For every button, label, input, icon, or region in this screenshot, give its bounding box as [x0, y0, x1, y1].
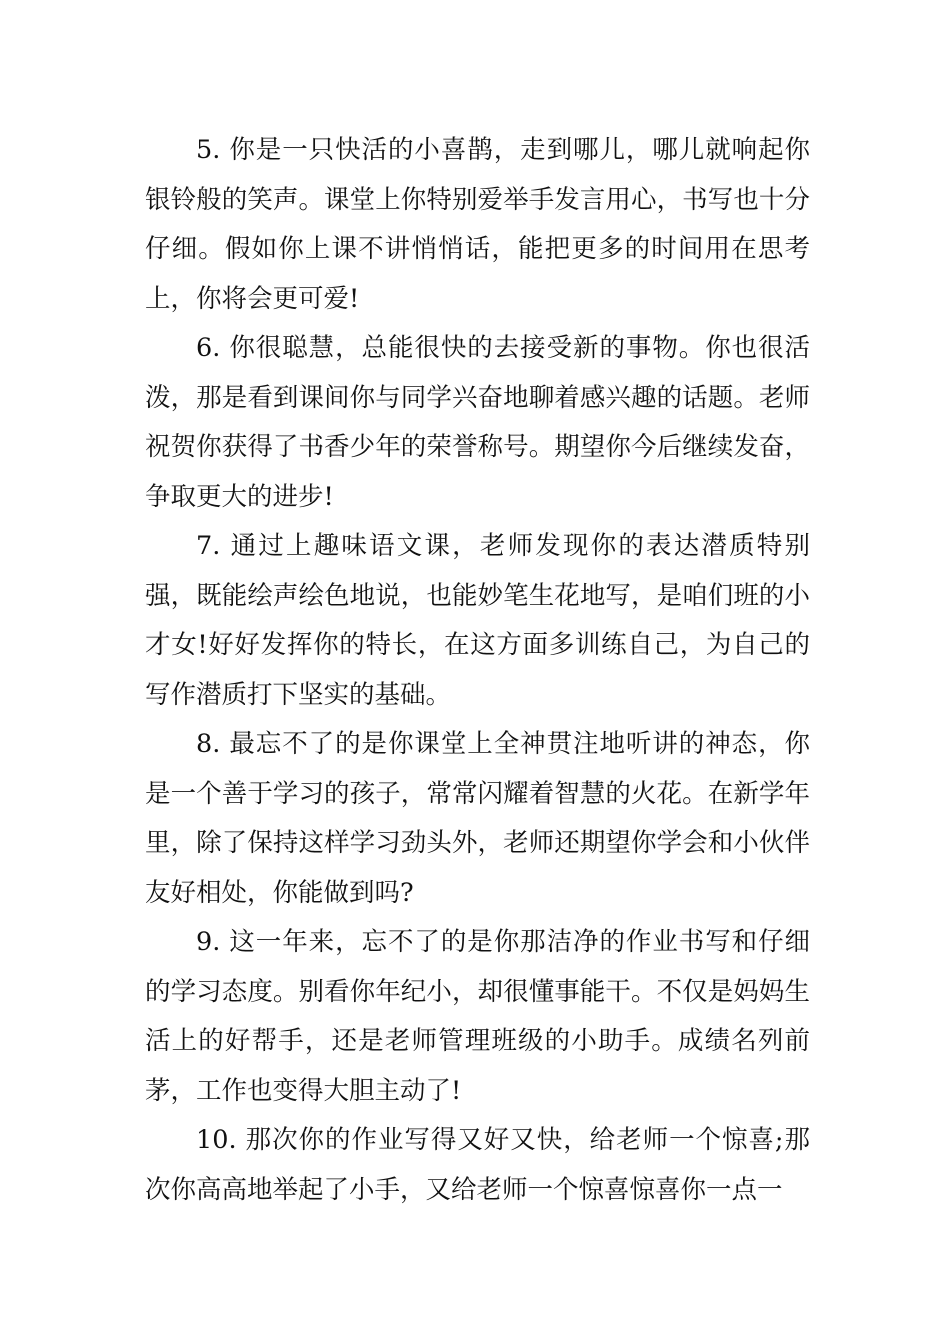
comment-paragraph-6: 6. 你很聪慧，总能很快的去接受新的事物。你也很活泼，那是看到课间你与同学兴奋地聊着感兴趣的话题。老师祝贺你获得了书香少年的荣誉称号。期望你今后继续发奋，争取更大的进步! [145, 333, 810, 512]
document-page [145, 126, 810, 1215]
comment-paragraph-7: 7. 通过上趣味语文课，老师发现你的表达潜质特别强，既能绘声绘色地说，也能妙笔生花地写，是咱们班的小才女!好好发挥你的特长，在这方面多训练自己，为自己的写作潜质打下坚实的基础。 [145, 531, 810, 710]
comment-paragraph-10: 10. 那次你的作业写得又好又快，给老师一个惊喜;那次你高高地举起了小手，又给老师一个惊喜惊喜你一点一 [145, 1125, 810, 1205]
comment-paragraph-9: 9. 这一年来，忘不了的是你那洁净的作业书写和仔细的学习态度。别看你年纪小，却很懂事能干。不仅是妈妈生活上的好帮手，还是老师管理班级的小助手。成绩名列前茅，工作也变得大胆主动了! [145, 927, 810, 1106]
comment-paragraph-5: 5. 你是一只快活的小喜鹊，走到哪儿，哪儿就响起你银铃般的笑声。课堂上你特别爱举手发言用心，书写也十分仔细。假如你上课不讲悄悄话，能把更多的时间用在思考上，你将会更可爱! [145, 135, 810, 314]
comment-paragraph-8: 8. 最忘不了的是你课堂上全神贯注地听讲的神态，你是一个善于学习的孩子，常常闪耀着智慧的火花。在新学年里，除了保持这样学习劲头外，老师还期望你学会和小伙伴友好相处，你能做到吗? [145, 729, 810, 908]
